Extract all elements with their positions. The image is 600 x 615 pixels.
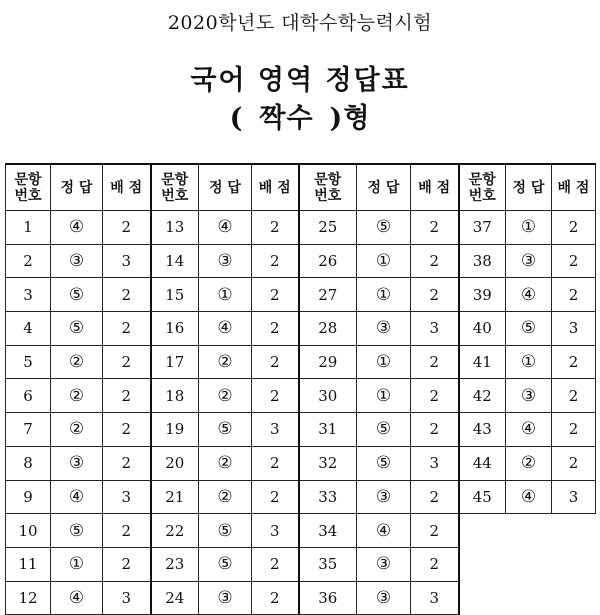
score-cell: 2 — [252, 480, 299, 514]
answer-cell: ④ — [506, 278, 552, 312]
answer-cell — [506, 514, 552, 548]
question-number: 18 — [151, 379, 199, 413]
answer-cell: ③ — [506, 379, 552, 413]
answer-cell: ⑤ — [199, 547, 252, 581]
header-answer: 정 답 — [199, 164, 252, 211]
header-number: 문항 번호 — [459, 164, 506, 211]
answer-cell: ② — [51, 413, 103, 447]
answer-cell — [506, 547, 552, 581]
question-number: 10 — [6, 514, 51, 548]
answer-cell: ④ — [506, 480, 552, 514]
form-type-label: 짝수 — [259, 103, 314, 134]
score-cell: 2 — [252, 581, 299, 615]
question-number: 43 — [459, 413, 506, 447]
answer-cell: ③ — [357, 480, 411, 514]
score-cell: 2 — [552, 446, 596, 480]
question-number: 17 — [151, 345, 199, 379]
question-number: 39 — [459, 278, 506, 312]
answer-cell: ② — [51, 379, 103, 413]
score-cell: 2 — [103, 312, 151, 346]
table-row — [6, 211, 596, 245]
score-cell: 2 — [411, 413, 459, 447]
answer-cell: ⑤ — [357, 446, 411, 480]
score-cell: 2 — [411, 244, 459, 278]
answer-cell: ① — [199, 278, 252, 312]
question-number: 26 — [299, 244, 357, 278]
score-cell: 2 — [252, 244, 299, 278]
table-row — [6, 514, 596, 548]
table-row — [6, 446, 596, 480]
answer-cell: ② — [506, 446, 552, 480]
answer-cell: ③ — [199, 244, 252, 278]
score-cell: 2 — [552, 379, 596, 413]
question-number: 2 — [6, 244, 51, 278]
answer-cell: ⑤ — [51, 278, 103, 312]
score-cell: 2 — [103, 345, 151, 379]
question-number: 23 — [151, 547, 199, 581]
question-number — [459, 581, 506, 615]
form-type — [0, 96, 600, 135]
question-number: 27 — [299, 278, 357, 312]
question-number — [459, 514, 506, 548]
question-number: 12 — [6, 581, 51, 615]
question-number: 38 — [459, 244, 506, 278]
score-cell: 3 — [252, 413, 299, 447]
answer-cell: ⑤ — [51, 312, 103, 346]
table-row — [6, 413, 596, 447]
score-cell: 2 — [552, 211, 596, 245]
answer-cell: ① — [506, 345, 552, 379]
score-cell: 2 — [411, 514, 459, 548]
answer-cell: ④ — [51, 211, 103, 245]
table-row — [6, 278, 596, 312]
score-cell: 3 — [552, 480, 596, 514]
answer-cell: ⑤ — [357, 413, 411, 447]
score-cell: 3 — [103, 480, 151, 514]
answer-cell: ② — [199, 345, 252, 379]
form-open-paren: ( — [229, 103, 244, 134]
score-cell: 2 — [552, 278, 596, 312]
answer-cell: ⑤ — [357, 211, 411, 245]
score-cell: 2 — [103, 514, 151, 548]
score-cell: 2 — [552, 345, 596, 379]
score-cell — [552, 547, 596, 581]
answer-cell: ② — [199, 480, 252, 514]
score-cell: 2 — [252, 446, 299, 480]
table-row — [6, 547, 596, 581]
question-number: 20 — [151, 446, 199, 480]
question-number: 32 — [299, 446, 357, 480]
answer-cell: ③ — [51, 446, 103, 480]
table-row — [6, 345, 596, 379]
answer-cell — [506, 581, 552, 615]
question-number: 24 — [151, 581, 199, 615]
table-row — [6, 480, 596, 514]
question-number: 36 — [299, 581, 357, 615]
answer-cell: ① — [357, 244, 411, 278]
question-number: 30 — [299, 379, 357, 413]
score-cell: 2 — [103, 278, 151, 312]
table-row — [6, 581, 596, 615]
question-number: 25 — [299, 211, 357, 245]
answer-cell: ③ — [199, 581, 252, 615]
score-cell — [552, 514, 596, 548]
question-number: 3 — [6, 278, 51, 312]
question-number: 33 — [299, 480, 357, 514]
exam-title: 2020학년도 대학수학능력시험 — [167, 12, 433, 34]
question-number: 13 — [151, 211, 199, 245]
score-cell: 2 — [552, 413, 596, 447]
answer-cell: ③ — [357, 547, 411, 581]
answer-cell: ③ — [51, 244, 103, 278]
answer-cell: ① — [357, 379, 411, 413]
question-number: 16 — [151, 312, 199, 346]
answer-cell: ① — [506, 211, 552, 245]
score-cell: 2 — [103, 413, 151, 447]
score-cell: 2 — [411, 379, 459, 413]
subject-title: 국어 영역 정답표 — [190, 65, 410, 96]
score-cell: 2 — [252, 345, 299, 379]
question-number: 28 — [299, 312, 357, 346]
question-number: 22 — [151, 514, 199, 548]
question-number: 21 — [151, 480, 199, 514]
answer-cell: ② — [199, 446, 252, 480]
header-row — [6, 164, 596, 211]
answer-cell: ④ — [199, 211, 252, 245]
score-cell: 3 — [103, 244, 151, 278]
header-number: 문항 번호 — [6, 164, 51, 211]
answer-cell: ① — [357, 345, 411, 379]
score-cell: 2 — [103, 547, 151, 581]
question-number: 31 — [299, 413, 357, 447]
header-answer: 정 답 — [51, 164, 103, 211]
question-number: 29 — [299, 345, 357, 379]
answer-cell: ③ — [506, 244, 552, 278]
question-number: 4 — [6, 312, 51, 346]
question-number: 15 — [151, 278, 199, 312]
score-cell: 2 — [411, 480, 459, 514]
header-answer: 정 답 — [357, 164, 411, 211]
score-cell: 3 — [103, 581, 151, 615]
score-cell: 3 — [411, 312, 459, 346]
score-cell: 2 — [411, 547, 459, 581]
answer-cell: ① — [357, 278, 411, 312]
score-cell: 2 — [252, 211, 299, 245]
header-answer: 정 답 — [506, 164, 552, 211]
score-cell: 2 — [103, 211, 151, 245]
table-row — [6, 244, 596, 278]
score-cell: 2 — [411, 278, 459, 312]
header-score: 배 점 — [411, 164, 459, 211]
question-number: 19 — [151, 413, 199, 447]
question-number — [459, 547, 506, 581]
score-cell: 3 — [411, 581, 459, 615]
header-number: 문항 번호 — [299, 164, 357, 211]
header-number: 문항 번호 — [151, 164, 199, 211]
score-cell: 2 — [252, 278, 299, 312]
answer-cell: ⑤ — [199, 514, 252, 548]
answer-cell: ④ — [506, 413, 552, 447]
score-cell: 3 — [552, 312, 596, 346]
answer-cell: ② — [199, 379, 252, 413]
question-number: 41 — [459, 345, 506, 379]
score-cell: 3 — [411, 446, 459, 480]
score-cell: 2 — [552, 244, 596, 278]
answer-table — [5, 163, 596, 615]
question-number: 6 — [6, 379, 51, 413]
answer-cell: ① — [51, 547, 103, 581]
question-number: 34 — [299, 514, 357, 548]
score-cell: 2 — [411, 211, 459, 245]
score-cell: 2 — [252, 379, 299, 413]
score-cell: 2 — [252, 312, 299, 346]
question-number: 9 — [6, 480, 51, 514]
question-number: 42 — [459, 379, 506, 413]
question-number: 44 — [459, 446, 506, 480]
header-score: 배 점 — [552, 164, 596, 211]
form-close-paren: )형 — [329, 103, 371, 134]
answer-cell: ③ — [357, 312, 411, 346]
header-score: 배 점 — [103, 164, 151, 211]
answer-cell: ④ — [51, 480, 103, 514]
score-cell: 2 — [411, 345, 459, 379]
table-row — [6, 379, 596, 413]
answer-cell: ④ — [199, 312, 252, 346]
answer-cell: ⑤ — [506, 312, 552, 346]
question-number: 8 — [6, 446, 51, 480]
score-cell — [552, 581, 596, 615]
question-number: 11 — [6, 547, 51, 581]
question-number: 7 — [6, 413, 51, 447]
question-number: 45 — [459, 480, 506, 514]
answer-cell: ⑤ — [199, 413, 252, 447]
score-cell: 3 — [252, 514, 299, 548]
question-number: 14 — [151, 244, 199, 278]
answer-cell: ⑤ — [51, 514, 103, 548]
answer-cell: ④ — [357, 514, 411, 548]
question-number: 5 — [6, 345, 51, 379]
score-cell: 2 — [103, 379, 151, 413]
score-cell: 2 — [103, 446, 151, 480]
question-number: 1 — [6, 211, 51, 245]
table-row — [6, 312, 596, 346]
header-score: 배 점 — [252, 164, 299, 211]
score-cell: 2 — [252, 547, 299, 581]
answer-cell: ② — [51, 345, 103, 379]
question-number: 40 — [459, 312, 506, 346]
answer-cell: ③ — [357, 581, 411, 615]
question-number: 35 — [299, 547, 357, 581]
answer-cell: ④ — [51, 581, 103, 615]
question-number: 37 — [459, 211, 506, 245]
